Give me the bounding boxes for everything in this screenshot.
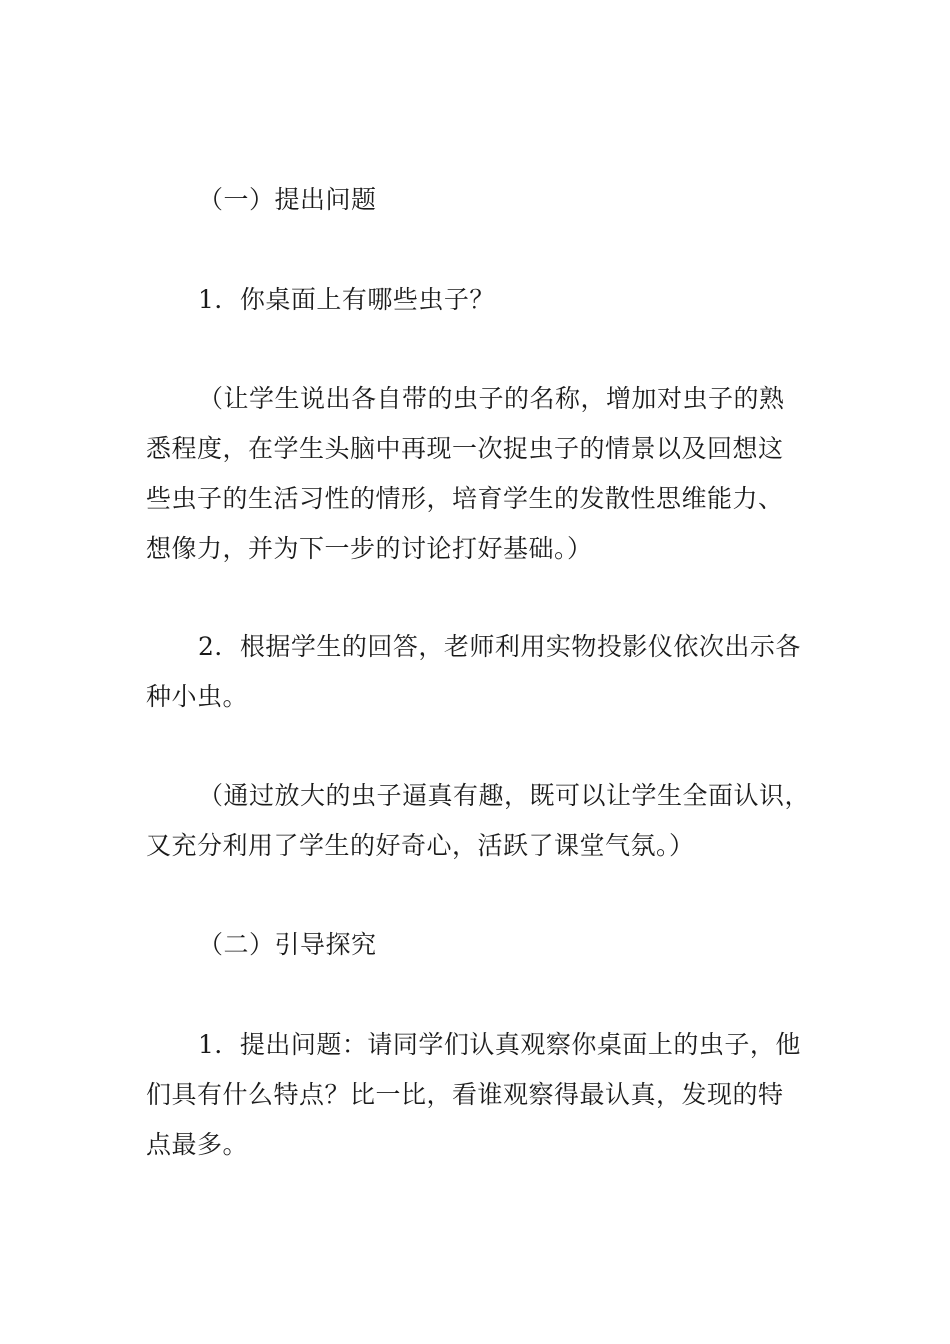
text-line: 1．你桌面上有哪些虫子？ [198,285,495,314]
text-line: 又充分利用了学生的好奇心，活跃了课堂气氛。） [146,831,695,860]
text-line: 1．提出问题：请同学们认真观察你桌面上的虫子，他 [198,1030,801,1059]
text-line: （通过放大的虫子逼真有趣，既可以让学生全面认识， [198,781,811,810]
text-line: （让学生说出各自带的虫子的名称，增加对虫子的熟 [198,384,785,413]
note-paragraph-1 [146,374,836,574]
text-line: 悉程度，在学生头脑中再现一次捉虫子的情景以及回想这 [146,434,784,463]
step-paragraph-2 [146,622,836,722]
text-line: （二）引导探究 [198,930,377,959]
question-paragraph-1 [146,275,836,325]
text-line: 们具有什么特点？比一比，看谁观察得最认真，发现的特 [146,1080,784,1109]
text-line: （一）提出问题 [198,185,377,214]
text-line: 2．根据学生的回答，老师利用实物投影仪依次出示各 [198,632,801,661]
text-line: 想像力，并为下一步的讨论打好基础。） [146,534,593,563]
text-line: 种小虫。 [146,682,249,711]
section-heading-one [146,175,836,225]
step-paragraph-3 [146,1020,836,1170]
text-line: 些虫子的生活习性的情形，培育学生的发散性思维能力、 [146,484,784,513]
text-line: 点最多。 [146,1130,249,1159]
section-heading-two [146,920,836,970]
note-paragraph-2 [146,771,836,871]
